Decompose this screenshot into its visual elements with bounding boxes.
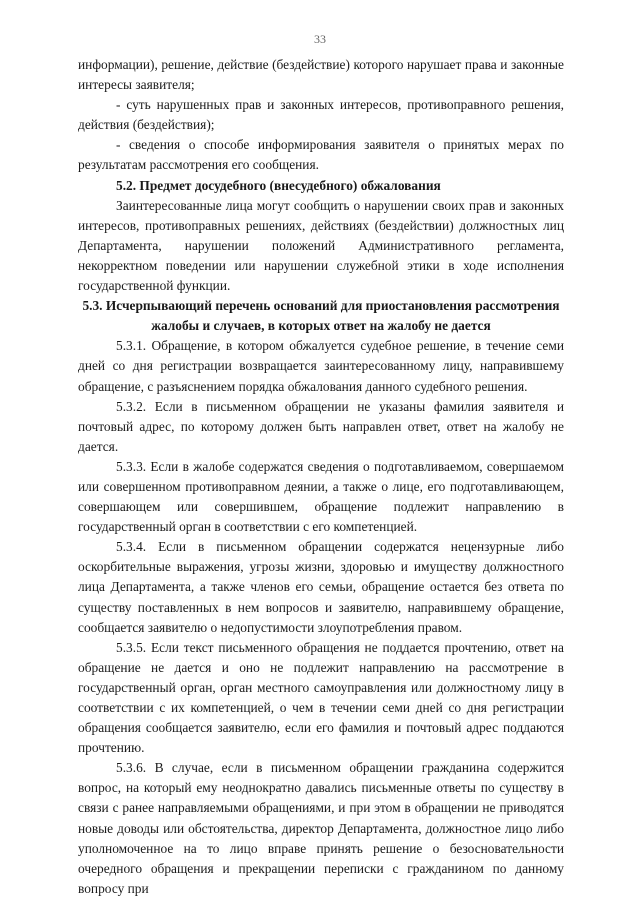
page-number: 33 bbox=[314, 32, 326, 46]
paragraph-5-3-6: 5.3.6. В случае, если в письменном обращении гражданина содержится вопрос, на который ему неоднократно давались письменные ответы по существу в связи с ранее направляемыми обращениями, и при этом в обращении не приводятся новые доводы или обстоятельства, директор Департамента, должностное лицо либо уполномоченное на то лицо вправе принять решение о безосновательности очередного обращения и прекращении переписки с гражданином по данному вопросу при bbox=[78, 760, 564, 896]
paragraph-5-3-3: 5.3.3. Если в жалобе содержатся сведения о подготавливаемом, совершаемом или совершенном противоправном деянии, а также о лице, его подготавливающем, совершающем или совершившем, обращение подлежит направлению в государственный орган в соответствии с его компетенцией. bbox=[78, 458, 564, 535]
paragraph-5-2: Заинтересованные лица могут сообщить о нарушении своих прав и законных интересов, противоправных решениях, действиях (бездействии) должностных лиц Департамента, нарушении положений Административного регламента, некорректном поведении или нарушении служебной этики в ходе исполнения государственной функции. bbox=[78, 197, 564, 294]
paragraph-5-3-5: 5.3.5. Если текст письменного обращения не поддается прочтению, ответ на обращение не дается и оно не подлежит направлению на рассмотрение в государственный орган, орган местного самоуправления или должностному лицу в соответствии с их компетенцией, о чем в течении семи дней со дня регистрации обращения сообщается заявителю, если его фамилия и почтовый адрес поддаются прочтению. bbox=[78, 639, 564, 756]
document-body bbox=[78, 55, 564, 899]
section-heading-5-3: 5.3. Исчерпывающий перечень оснований для приостановления рассмотрения жалобы и случаев, в которых ответ на жалобу не дается bbox=[82, 298, 560, 334]
section-heading-5-2: 5.2. Предмет досудебного (внесудебного) обжалования bbox=[116, 177, 441, 193]
paragraph-5-3-4: 5.3.4. Если в письменном обращении содержатся нецензурные либо оскорбительные выражения, угрозы жизни, здоровью и имуществу должностного лица Департамента, а также членов его семьи, обращение остается без ответа по существу поставленных в нем вопросов и заявителю, направившему обращение, сообщается заявителю о недопустимости злоупотребления правом. bbox=[78, 539, 564, 635]
list-item-violated-rights: - суть нарушенных прав и законных интересов, противоправного решения, действия (бездействия); bbox=[78, 97, 564, 133]
paragraph-continued: информации), решение, действие (бездействие) которого нарушает права и законные интересы заявителя; bbox=[78, 57, 564, 93]
paragraph-5-3-1: 5.3.1. Обращение, в котором обжалуется судебное решение, в течение семи дней со дня регистрации возвращается заинтересованному лицу, направившему обращение, с разъяснением порядка обжалования данного судебного решения. bbox=[78, 338, 564, 394]
paragraph-5-3-2: 5.3.2. Если в письменном обращении не указаны фамилия заявителя и почтовый адрес, по которому должен быть направлен ответ, ответ на жалобу не дается. bbox=[78, 398, 564, 454]
list-item-notification-method: - сведения о способе информирования заявителя о принятых мерах по результатам рассмотрения его сообщения. bbox=[78, 137, 564, 173]
